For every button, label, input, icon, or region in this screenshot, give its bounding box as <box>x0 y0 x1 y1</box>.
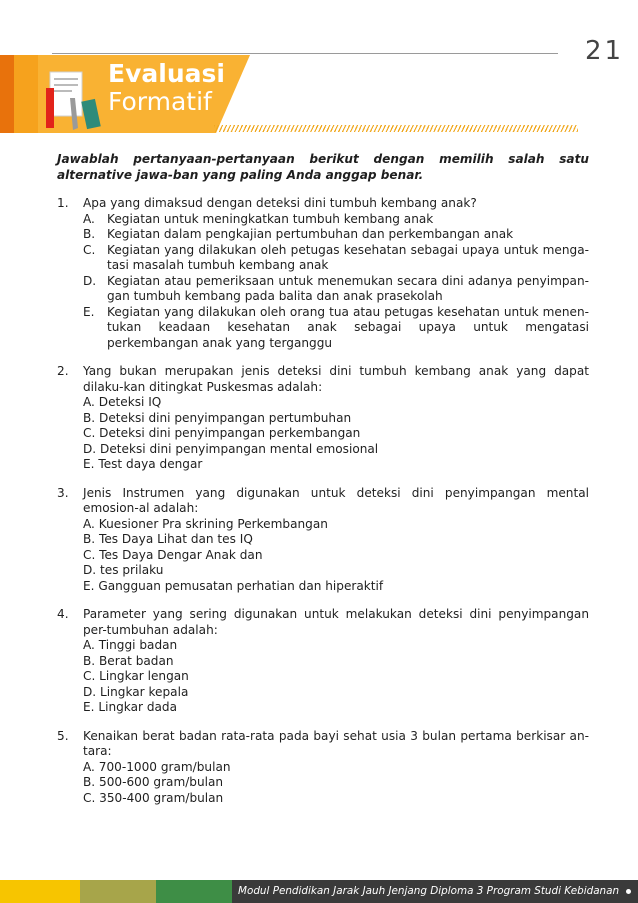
option-d <box>83 563 589 579</box>
option-text: 350-400 gram/bulan <box>99 790 224 805</box>
option-text: Tinggi badan <box>98 638 178 652</box>
option-label: A. <box>83 516 95 531</box>
option-text: Lingkar dada <box>98 700 177 714</box>
option-label: D. <box>83 563 97 577</box>
footer-stripe-olive <box>80 880 156 903</box>
option-label: D. <box>83 684 97 699</box>
option-label: B. <box>83 775 96 789</box>
option-label: B. <box>83 532 96 546</box>
section-title-line2: Formatif <box>108 87 212 116</box>
option-c <box>83 548 589 564</box>
option-text: Deteksi dini penyimpangan pertumbuhan <box>99 410 352 425</box>
question-3 <box>57 486 589 595</box>
option-text: Gangguan pemusatan perhatian dan hiperaktif <box>98 578 384 593</box>
banner-side-stripe <box>0 55 14 133</box>
option-d <box>83 685 589 701</box>
option-label: A. <box>83 759 95 774</box>
option-text: Kuesioner Pra skrining Perkembangan <box>98 516 328 531</box>
option-d <box>83 274 589 305</box>
option-c <box>83 669 589 685</box>
question-2 <box>57 364 589 473</box>
page-number: 21 <box>585 36 625 66</box>
option-text: Berat badan <box>99 653 174 668</box>
option-label: E. <box>83 457 95 471</box>
option-text: Kegiatan yang dilakukan oleh petugas kesehatan sebagai upaya untuk menga-tasi masalah tumbuh kembang anak <box>107 242 589 272</box>
option-text: Kegiatan atau pemeriksaan untuk menemukan secara dini adanya penyimpan-gan tumbuh kembang pada balita dan anak prasekolah <box>107 273 589 303</box>
option-c <box>83 243 589 274</box>
option-text: 700-1000 gram/bulan <box>98 759 231 774</box>
option-label: C. <box>83 242 96 257</box>
option-label: E. <box>83 304 95 319</box>
option-e <box>83 579 589 595</box>
footer-bar <box>232 880 638 903</box>
option-a <box>83 212 589 228</box>
option-b <box>83 411 589 427</box>
question-text: Jenis Instrumen yang digunakan untuk deteksi dini penyimpangan mental emosion-al adalah: <box>83 485 589 515</box>
option-d <box>83 442 589 458</box>
header-rule <box>52 53 558 54</box>
hatch-rule <box>214 125 578 132</box>
question-number: 2. <box>57 364 69 378</box>
option-text: Deteksi dini penyimpangan perkembangan <box>99 426 361 440</box>
option-b <box>83 775 589 791</box>
option-text: Kegiatan dalam pengkajian pertumbuhan dan perkembangan anak <box>107 227 514 241</box>
question-4 <box>57 607 589 716</box>
question-text: Kenaikan berat badan rata-rata pada bayi sehat usia 3 bulan pertama berkisar an-tara: <box>83 728 589 758</box>
option-a <box>83 760 589 776</box>
option-label: B. <box>83 410 96 425</box>
option-label: E. <box>83 700 95 714</box>
footer-dot-icon <box>626 889 631 894</box>
option-text: Kegiatan yang dilakukan oleh orang tua atau petugas kesehatan untuk menen-tukan keadaan kesehatan anak sebagai upaya untuk mengatasi perkembangan anak yang terganggu <box>107 304 589 350</box>
option-text: Test daya dengar <box>98 457 203 471</box>
option-text: Tes Daya Dengar Anak dan <box>99 547 263 562</box>
option-b <box>83 654 589 670</box>
option-label: A. <box>83 395 95 409</box>
question-text: Parameter yang sering digunakan untuk melakukan deteksi dini penyimpangan per-tumbuhan adalah: <box>83 607 589 637</box>
option-text: tes prilaku <box>100 563 164 577</box>
option-label: C. <box>83 790 96 805</box>
option-label: B. <box>83 653 96 668</box>
footer-text: Modul Pendidikan Jarak Jauh Jenjang Diploma 3 Program Studi Kebidanan <box>238 885 620 897</box>
option-a <box>83 395 589 411</box>
question-number: 3. <box>57 485 69 500</box>
option-e <box>83 305 589 352</box>
instruction-text: Jawablah pertanyaan-pertanyaan berikut dengan memilih salah satu alternative jawa-ban yang paling Anda anggap benar. <box>57 152 589 182</box>
option-a <box>83 638 589 654</box>
document-pencil-icon <box>44 68 104 132</box>
option-e <box>83 457 589 473</box>
option-text: 500-600 gram/bulan <box>99 775 224 789</box>
question-text: Yang bukan merupakan jenis deteksi dini tumbuh kembang anak yang dapat dilaku-kan ditingkat Puskesmas adalah: <box>83 364 589 394</box>
option-label: D. <box>83 441 97 456</box>
option-label: B. <box>83 227 96 241</box>
question-1 <box>57 196 589 351</box>
question-number: 1. <box>57 196 69 210</box>
quiz-content <box>57 152 589 819</box>
footer-stripe-green <box>156 880 232 903</box>
option-label: C. <box>83 426 96 440</box>
option-b <box>83 227 589 243</box>
banner-side-stripe-light <box>14 55 38 133</box>
option-text: Tes Daya Lihat dan tes IQ <box>99 532 253 546</box>
footer-stripe-yellow <box>0 880 80 903</box>
question-5 <box>57 729 589 807</box>
option-label: C. <box>83 669 96 683</box>
option-label: A. <box>83 211 95 226</box>
option-text: Kegiatan untuk meningkatkan tumbuh kembang anak <box>107 211 434 226</box>
option-c <box>83 791 589 807</box>
question-number: 5. <box>57 728 69 743</box>
option-label: D. <box>83 273 97 288</box>
option-text: Deteksi dini penyimpangan mental emosional <box>100 441 379 456</box>
section-title <box>108 60 225 116</box>
option-text: Deteksi IQ <box>98 395 162 409</box>
option-label: A. <box>83 638 95 652</box>
option-text: Lingkar kepala <box>100 684 189 699</box>
option-label: C. <box>83 547 96 562</box>
option-label: E. <box>83 578 95 593</box>
option-text: Lingkar lengan <box>99 669 189 683</box>
question-number: 4. <box>57 607 69 621</box>
option-a <box>83 517 589 533</box>
option-e <box>83 700 589 716</box>
section-title-line1: Evaluasi <box>108 59 225 88</box>
option-b <box>83 532 589 548</box>
option-c <box>83 426 589 442</box>
question-text: Apa yang dimaksud dengan deteksi dini tumbuh kembang anak? <box>83 196 477 210</box>
